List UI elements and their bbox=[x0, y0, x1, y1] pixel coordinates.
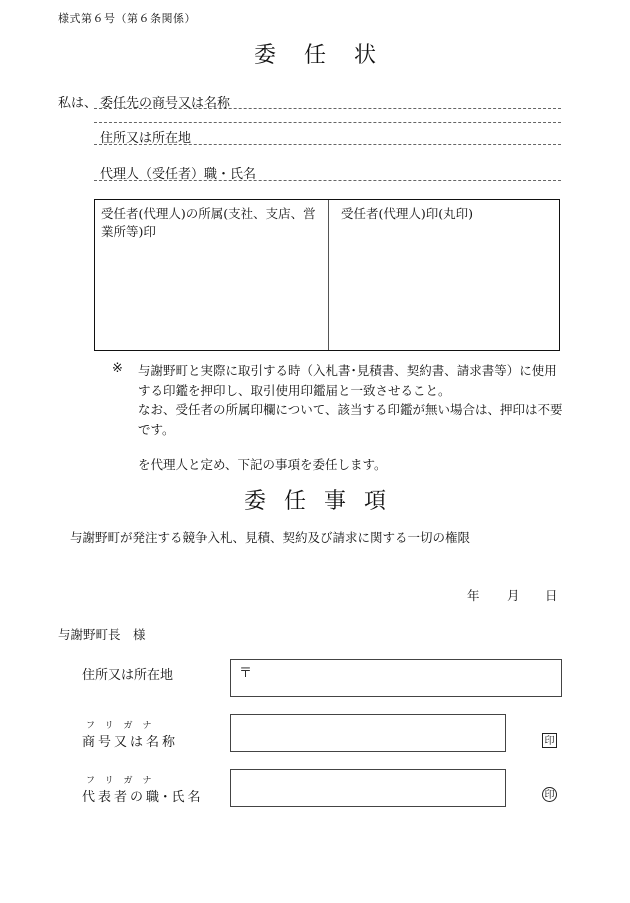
date-month: 月 bbox=[507, 588, 520, 603]
page-title: 委任状 bbox=[253, 43, 404, 68]
matters-title: 委任事項 bbox=[243, 489, 404, 514]
company-seal-icon: 印 bbox=[542, 733, 557, 748]
seal-table bbox=[94, 199, 560, 351]
rep-furigana-label: フリガナ bbox=[86, 776, 162, 786]
form-number: 様式第６号（第６条関係） bbox=[58, 12, 196, 25]
applicant-company-field[interactable] bbox=[230, 714, 506, 752]
company-name-label: 委任先の商号又は名称 bbox=[100, 96, 231, 111]
note-mark: ※ bbox=[112, 361, 123, 376]
note-line-2: なお、受任者の所属印欄について、該当する印鑑が無い場合は、押印は不要です。 bbox=[138, 402, 563, 437]
date-year: 年 bbox=[467, 588, 480, 603]
address-label: 住所又は所在地 bbox=[100, 131, 192, 146]
applicant-rep-field[interactable] bbox=[230, 769, 506, 807]
note-text bbox=[138, 361, 568, 439]
seal-table-divider bbox=[328, 200, 329, 350]
date-day: 日 bbox=[545, 588, 558, 603]
agent-seal-header: 受任者(代理人)印(丸印) bbox=[341, 206, 474, 221]
matters-text: 与謝野町が発注する競争入札、見積、契約及び請求に関する一切の権限 bbox=[70, 530, 471, 545]
principal-intro: 私は、 bbox=[58, 96, 98, 111]
company-name-line[interactable] bbox=[94, 108, 561, 109]
rep-seal-icon: 印 bbox=[542, 787, 557, 802]
address-line[interactable] bbox=[94, 144, 561, 145]
postal-mark: 〒 bbox=[239, 666, 253, 681]
agent-line[interactable] bbox=[94, 180, 561, 181]
company-furigana-label: フリガナ bbox=[86, 721, 162, 731]
applicant-address-label: 住所又は所在地 bbox=[82, 668, 174, 683]
applicant-address-field[interactable] bbox=[230, 659, 562, 697]
affiliation-seal-header: 受任者(代理人)の所属(支社、支店、営業所等)印 bbox=[101, 206, 316, 239]
applicant-rep-label: 代表者の職･氏名 bbox=[82, 790, 204, 805]
delegation-text: を代理人と定め、下記の事項を委任します。 bbox=[138, 457, 387, 472]
note-line-1: 与謝野町と実際に取引する時（入札書･見積書、契約書、請求書等）に使用する印鑑を押印し、取引使用印鑑届と一致させること。 bbox=[138, 363, 557, 398]
agent-label: 代理人（受任者）職・氏名 bbox=[100, 167, 257, 182]
addressee: 与謝野町長 様 bbox=[58, 627, 146, 642]
applicant-company-label: 商号又は名称 bbox=[82, 735, 179, 750]
separator-line bbox=[94, 122, 561, 123]
